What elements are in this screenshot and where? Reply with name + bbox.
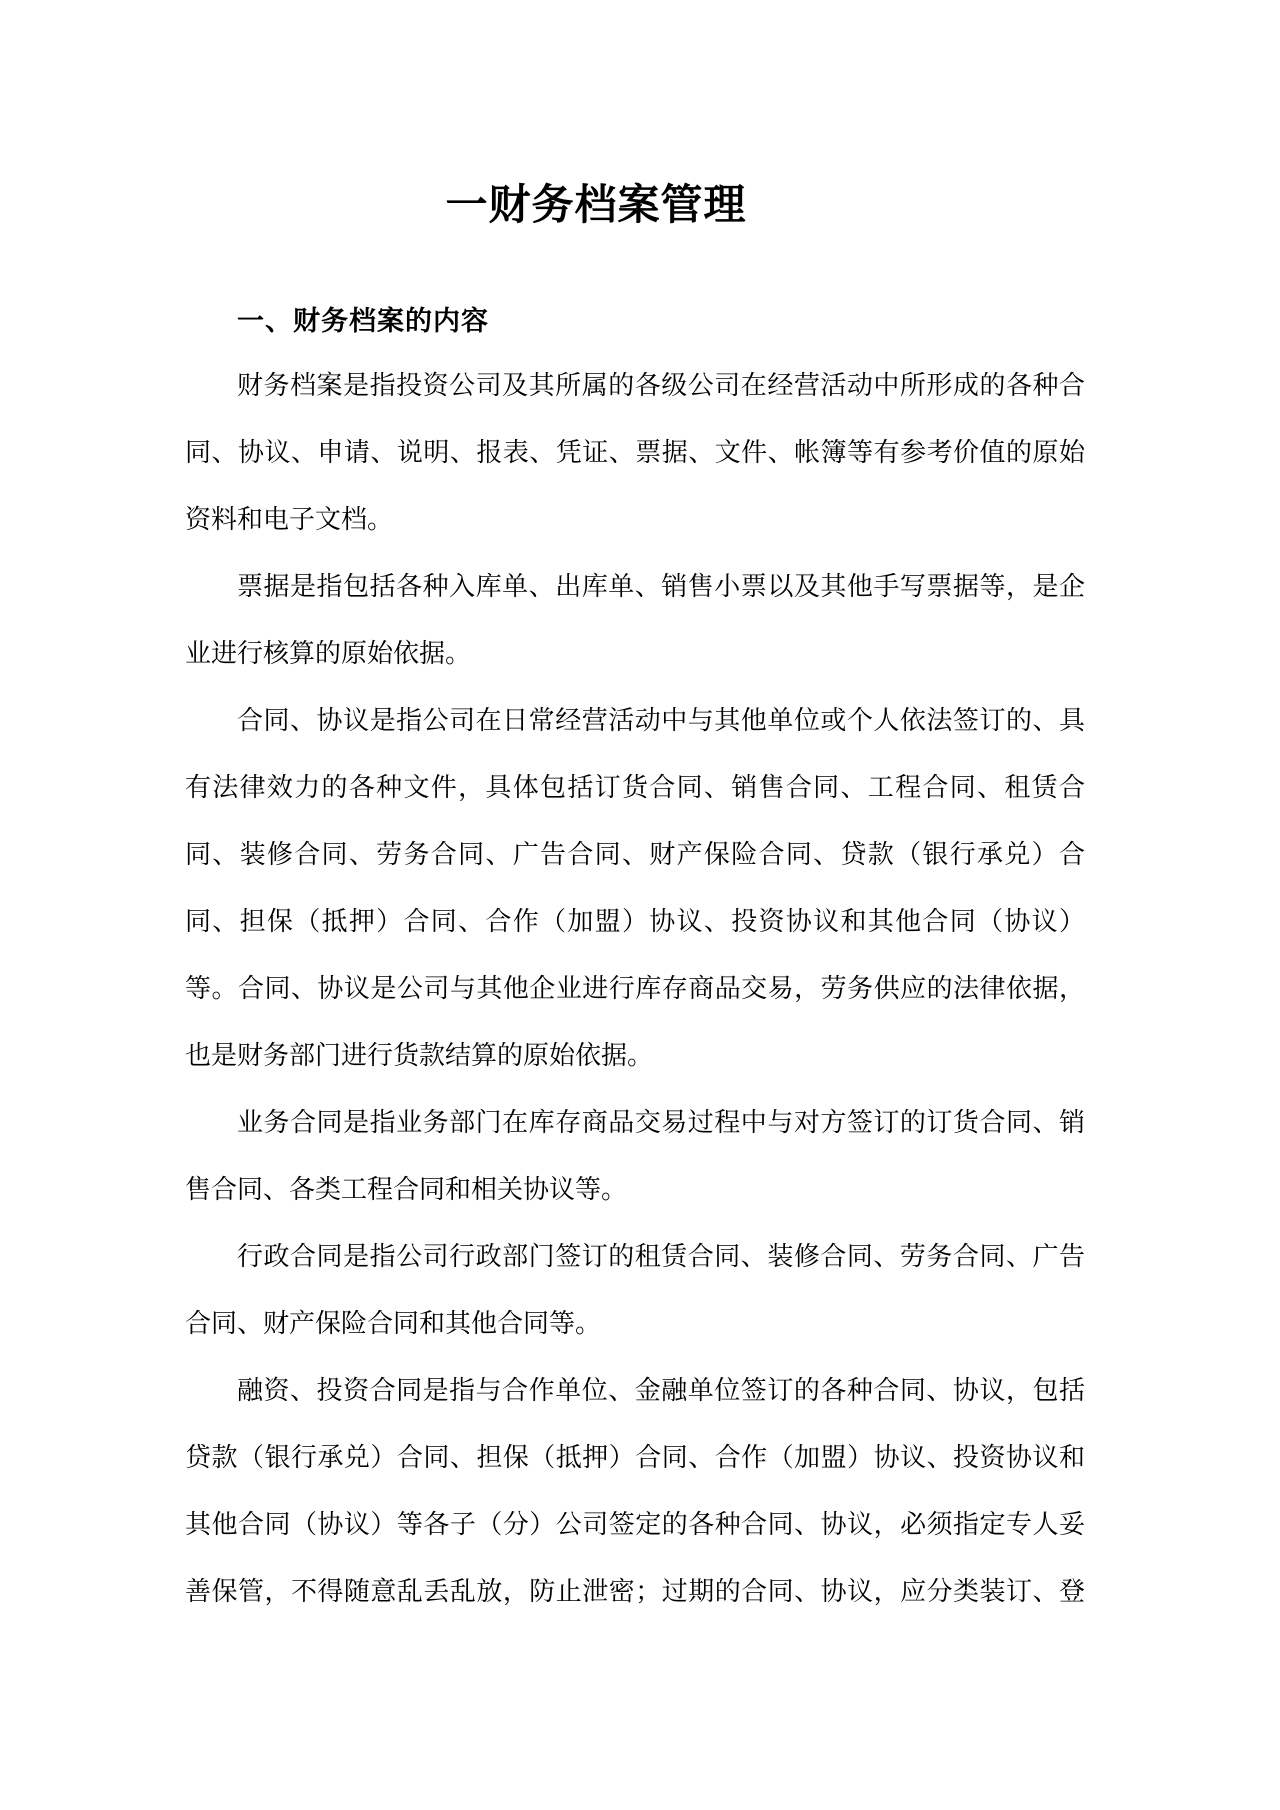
text-line: 业务合同是指业务部门在库存商品交易过程中与对方签订的订货合同、销: [237, 1108, 1085, 1137]
text-line: 等。合同、协议是公司与其他企业进行库存商品交易，劳务供应的法律依据，: [185, 974, 1085, 1003]
text-line: 同、担保（抵押）合同、合作（加盟）协议、投资协议和其他合同（协议）: [185, 907, 1085, 936]
text-line: 有法律效力的各种文件，具体包括订货合同、销售合同、工程合同、租赁合: [185, 773, 1085, 802]
text-line: 同、装修合同、劳务合同、广告合同、财产保险合同、贷款（银行承兑）合: [185, 840, 1085, 869]
text-line: 行政合同是指公司行政部门签订的租赁合同、装修合同、劳务合同、广告: [237, 1242, 1085, 1271]
text-line: 售合同、各类工程合同和相关协议等。: [185, 1175, 628, 1204]
text-line: 业进行核算的原始依据。: [185, 639, 472, 668]
text-line: 资料和电子文档。: [185, 505, 394, 534]
text-line: 票据是指包括各种入库单、出库单、销售小票以及其他手写票据等，是企: [237, 572, 1085, 601]
text-line: 合同、协议是指公司在日常经营活动中与其他单位或个人依法签订的、具: [237, 706, 1085, 735]
text-line: 合同、财产保险合同和其他合同等。: [185, 1309, 602, 1338]
text-line: 善保管，不得随意乱丢乱放，防止泄密；过期的合同、协议，应分类装订、登: [185, 1577, 1085, 1606]
text-line: 贷款（银行承兑）合同、担保（抵押）合同、合作（加盟）协议、投资协议和: [185, 1443, 1085, 1472]
document-title: 一财务档案管理: [445, 183, 747, 229]
document-body: [185, 352, 1085, 1625]
text-line: 融资、投资合同是指与合作单位、金融单位签订的各种合同、协议，包括: [237, 1376, 1085, 1405]
text-line: 其他合同（协议）等各子（分）公司签定的各种合同、协议，必须指定专人妥: [185, 1510, 1085, 1539]
text-line: 财务档案是指投资公司及其所属的各级公司在经营活动中所形成的各种合: [237, 371, 1085, 400]
text-line: 也是财务部门进行货款结算的原始依据。: [185, 1041, 654, 1070]
text-line: 同、协议、申请、说明、报表、凭证、票据、文件、帐簿等有参考价值的原始: [185, 438, 1085, 467]
section-heading: 一、财务档案的内容: [237, 306, 489, 336]
